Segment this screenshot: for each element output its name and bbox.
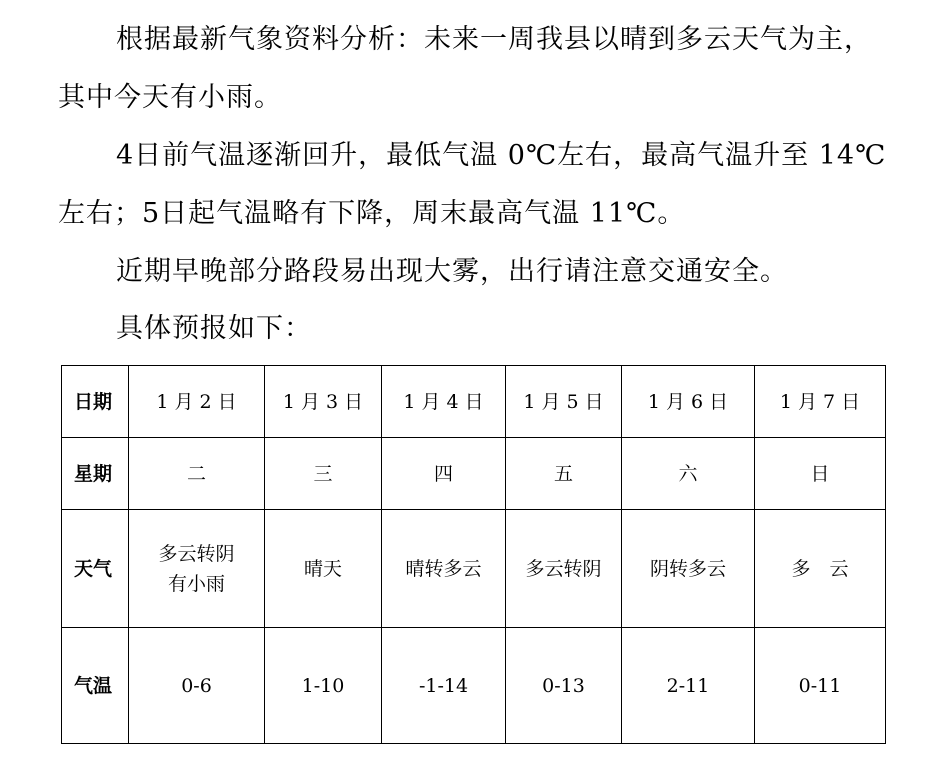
weather-cell: 多 云 — [755, 510, 886, 628]
intro-paragraph: 根据最新气象资料分析：未来一周我县以晴到多云天气为主，其中今天有小雨。 — [58, 24, 872, 113]
weather-cell: 晴天 — [265, 510, 382, 628]
row-header-weather: 天气 — [62, 510, 129, 628]
weather-cell: 阴转多云 — [622, 510, 755, 628]
weekday-cell: 二 — [129, 438, 265, 510]
weekday-cell: 四 — [382, 438, 506, 510]
weekday-row — [62, 438, 886, 510]
temperature-cell: 2-11 — [622, 628, 755, 744]
date-cell: 1 月 6 日 — [622, 366, 755, 438]
weather-cell: 多云转阴 — [506, 510, 622, 628]
date-cell: 1 月 3 日 — [265, 366, 382, 438]
temperature-cell: 0-13 — [506, 628, 622, 744]
row-header-weekday: 星期 — [62, 438, 129, 510]
date-cell: 1 月 5 日 — [506, 366, 622, 438]
weather-cell: 晴转多云 — [382, 510, 506, 628]
date-cell: 1 月 2 日 — [129, 366, 265, 438]
weekday-cell: 三 — [265, 438, 382, 510]
temperature-row — [62, 628, 886, 744]
weather-cell: 多云转阴 有小雨 — [129, 510, 265, 628]
row-header-date: 日期 — [62, 366, 129, 438]
weather-row — [62, 510, 886, 628]
temperature-cell: 1-10 — [265, 628, 382, 744]
weekday-cell: 日 — [755, 438, 886, 510]
date-cell: 1 月 7 日 — [755, 366, 886, 438]
fog-warning-paragraph: 近期早晚部分路段易出现大雾，出行请注意交通安全。 — [116, 256, 788, 287]
weekday-cell: 五 — [506, 438, 622, 510]
date-cell: 1 月 4 日 — [382, 366, 506, 438]
temperature-trend-paragraph: 4日前气温逐渐回升，最低气温 0℃左右，最高气温升至 14℃左右；5日起气温略有下降，周末最高气温 11℃。 — [58, 140, 887, 229]
forecast-table — [61, 365, 886, 744]
temperature-cell: 0-11 — [755, 628, 886, 744]
row-header-temperature: 气温 — [62, 628, 129, 744]
weekday-cell: 六 — [622, 438, 755, 510]
temperature-cell: -1-14 — [382, 628, 506, 744]
date-row — [62, 366, 886, 438]
forecast-intro-paragraph: 具体预报如下： — [116, 313, 312, 344]
temperature-cell: 0-6 — [129, 628, 265, 744]
